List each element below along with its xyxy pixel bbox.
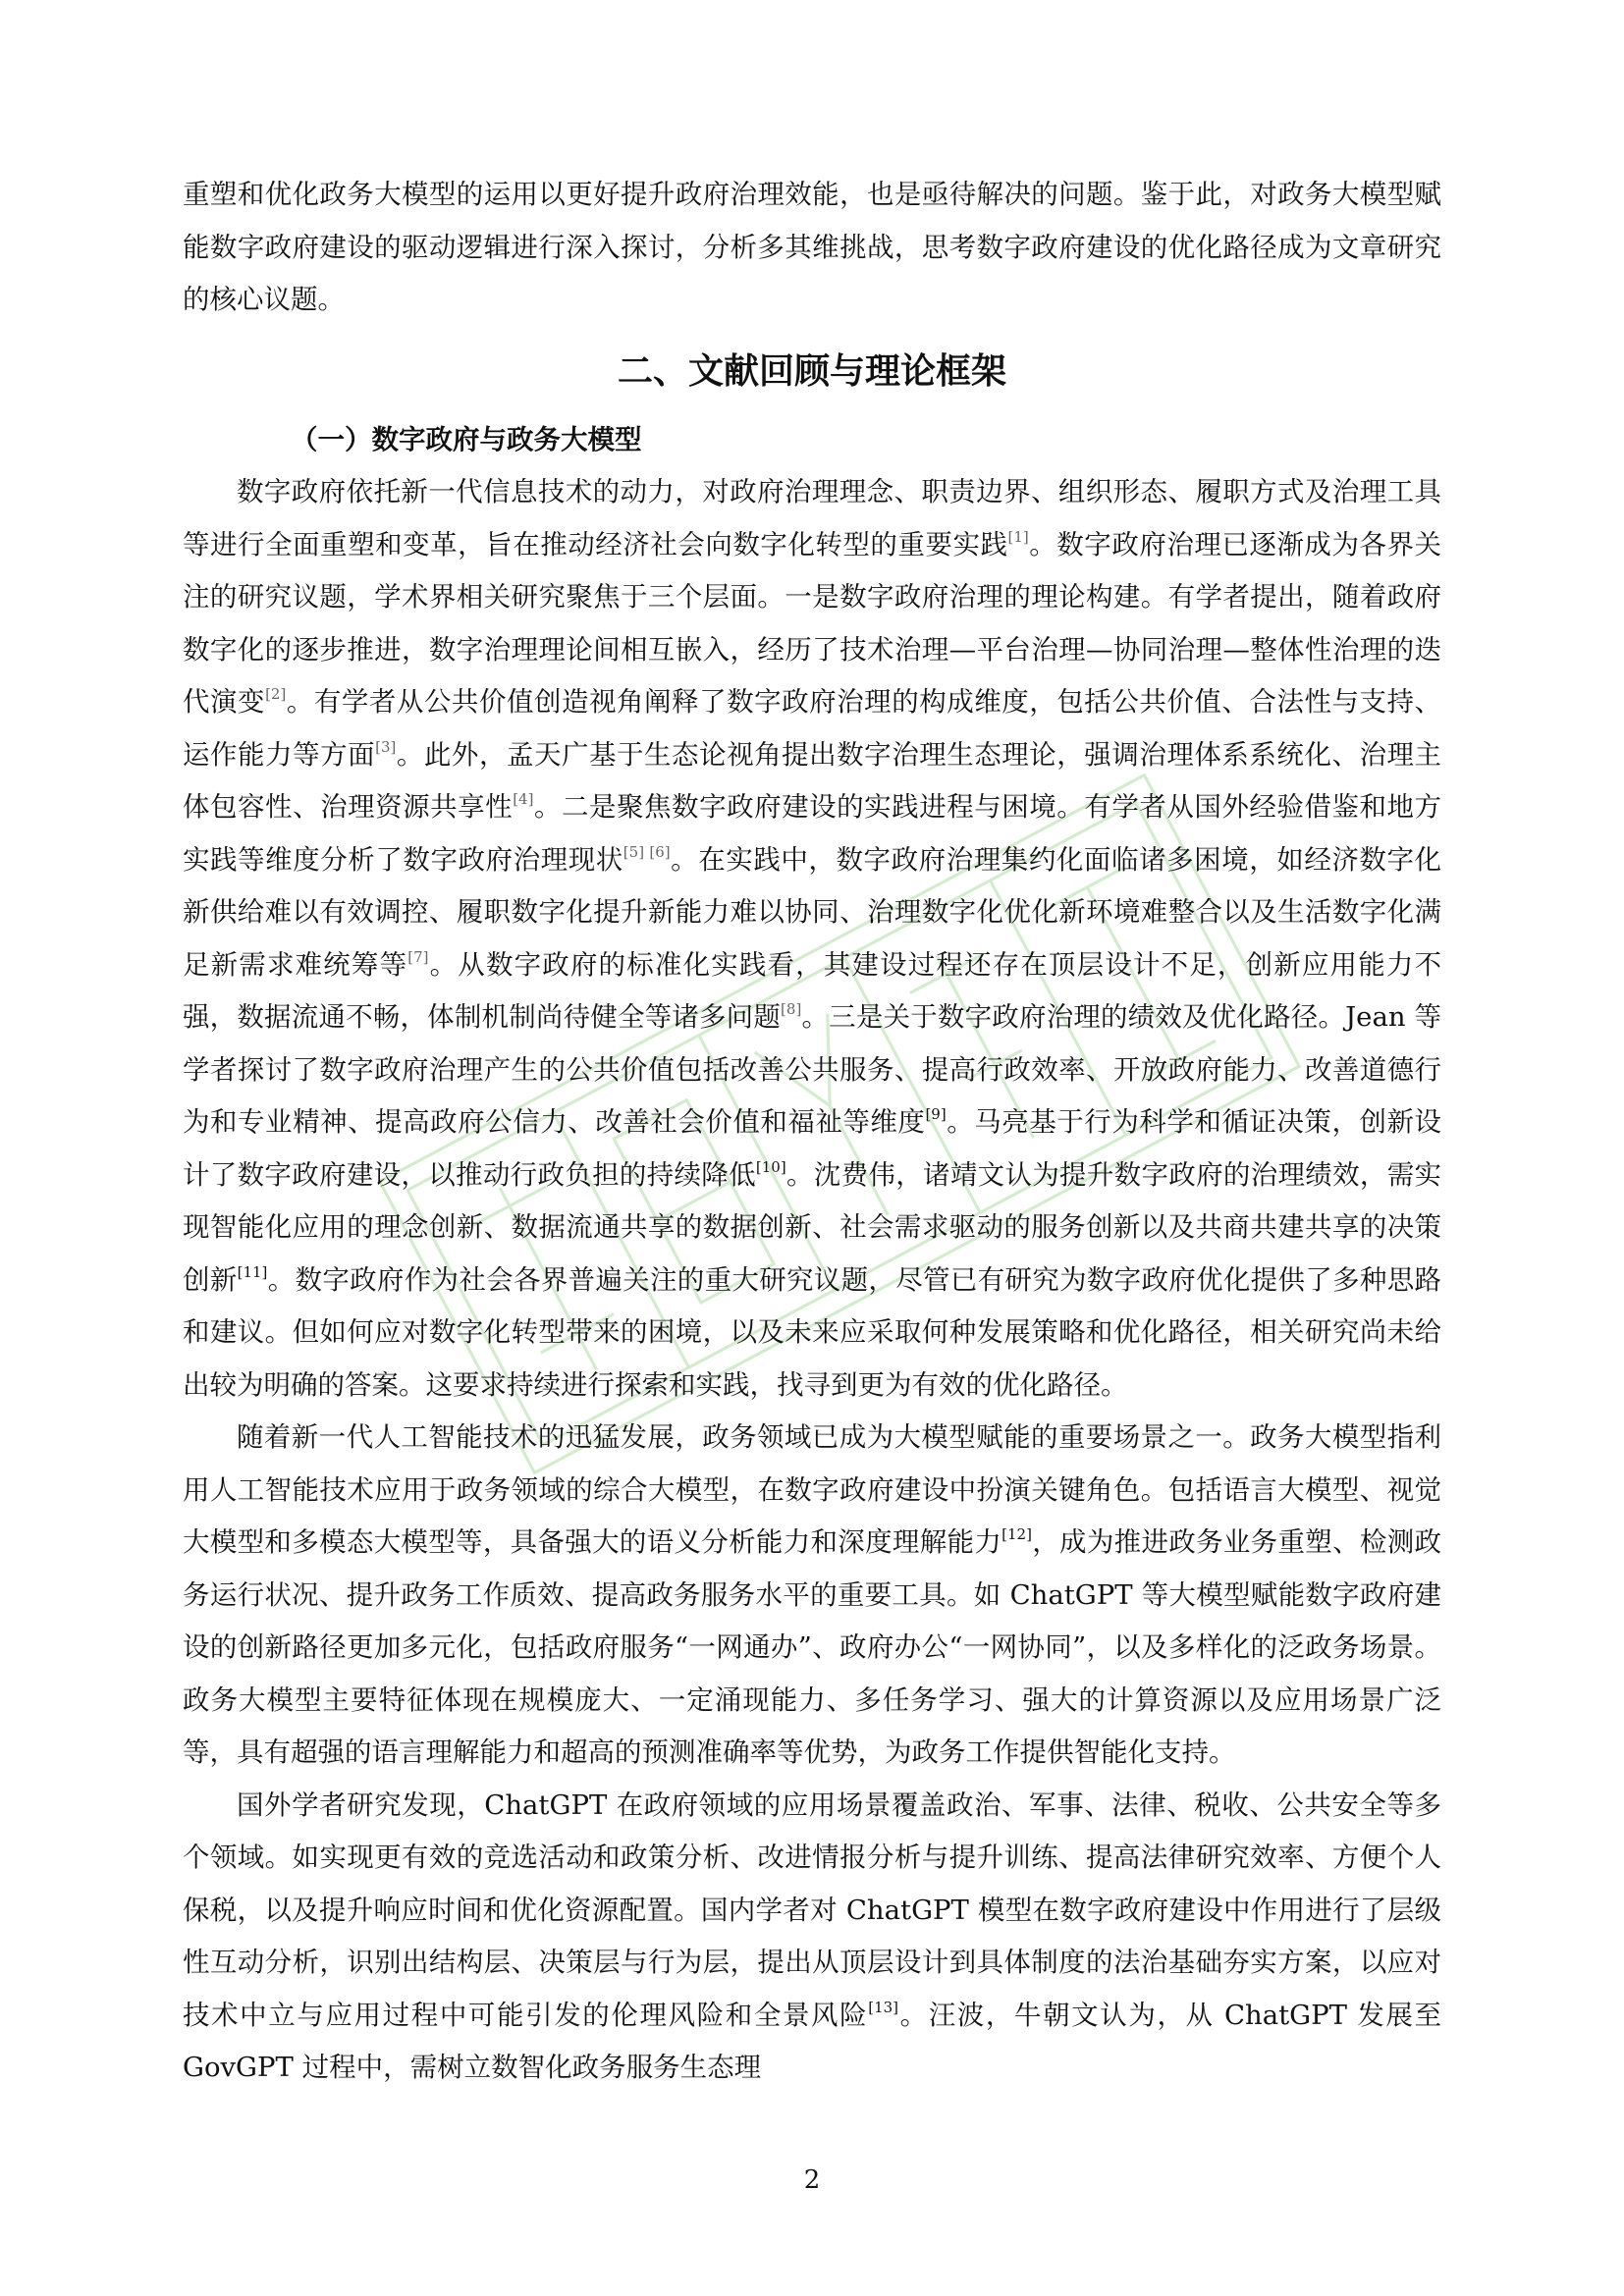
section-heading: 二、文献回顾与理论框架: [617, 350, 1006, 392]
body-paragraph: [183, 1412, 1441, 1780]
text-run: 。马亮基于行为科学和循证决策，创新设计了数字政府建设，以推动行政负担的持续降低: [183, 1106, 1442, 1191]
citation-marker: [2]: [265, 685, 287, 703]
citation-marker: [8]: [781, 1000, 802, 1018]
intro-paragraph: [183, 169, 1441, 327]
text-run: 。二是聚焦数字政府建设的实践进程与困境。有学者从国外经验借鉴和地方实践等维度分析了数字政府治理现状: [183, 791, 1442, 876]
text-run: 数字政府依托新一代信息技术的动力，对政府治理理念、职责边界、组织形态、履职方式及治理工具等进行全面重塑和变革，旨在推动经济社会向数字化转型的重要实践: [183, 476, 1441, 561]
text-run: 重塑和优化政务大模型的运用以更好提升政府治理效能，也是亟待解决的问题。鉴于此，对政务大模型赋能数字政府建设的驱动逻辑进行深入探讨，分析多其维挑战，思考数字政府建设的优化路径成为文章研究的核心议题。: [183, 179, 1441, 315]
citation-marker: [10]: [755, 1157, 786, 1176]
citation-marker: [13]: [868, 1998, 899, 2016]
text-run: 。汪波，牛朝文认为，从 ChatGPT 发展至 GovGPT 过程中，需树立数智化政务服务生态理: [183, 1999, 1442, 2083]
citation-marker: [12]: [1001, 1525, 1032, 1543]
text-run: 。有学者从公共价值创造视角阐释了数字政府治理的构成维度，包括公共价值、合法性与支持、运作能力等方面: [183, 686, 1442, 771]
text-run: 国外学者研究发现，ChatGPT 在政府领域的应用场景覆盖政治、军事、法律、税收、公共安全等多个领域。如实现更有效的竞选活动和政策分析、改进情报分析与提升训练、提高法律研究效率、方便个人保税，以及提升响应时间和优化资源配置。国内学者对 ChatGPT 模型在数字政府建设中作用进行了层级性互动分析，识别出结构层、决策层与行为层，提出从顶层设计到具体制度的法治基础夯实方案，以应对技术中立与应用过程中可能引发的伦理风险和全景风险: [183, 1789, 1441, 2031]
text-run: 。从数字政府的标准化实践看，其建设过程还存在顶层设计不足，创新应用能力不强，数据流通不畅，体制机制尚待健全等诸多问题: [183, 948, 1442, 1033]
body-paragraph: [183, 1780, 1441, 2095]
body-paragraph: [183, 466, 1441, 1412]
citation-marker: [1]: [1007, 527, 1029, 546]
text-run: 。此外，孟天广基于生态论视角提出数字治理生态理论，强调治理体系系统化、治理主体包容性、治理资源共享性: [183, 738, 1442, 823]
text-run: ，成为推进政务业务重塑、检测政务运行状况、提升政务工作质效、提高政务服务水平的重要工具。如 ChatGPT 等大模型赋能数字政府建设的创新路径更加多元化，包括政府服务“一网通办”、政府办公“一网协同”，以及多样化的泛政务场景。政务大模型主要特征体现在规模庞大、一定涌现能力、多任务学习、强大的计算资源以及应用场景广泛等，具有超强的语言理解能力和超高的预测准确率等优势，为政务工作提供智能化支持。: [183, 1526, 1442, 1768]
page-number: 2: [803, 2165, 821, 2195]
text-run: 。沈费伟，诸靖文认为提升数字政府的治理绩效，需实现智能化应用的理念创新、数据流通共享的数据创新、社会需求驱动的服务创新以及共商共建共享的决策创新: [183, 1158, 1442, 1296]
citation-marker: [11]: [237, 1262, 268, 1281]
text-run: 。数字政府作为社会各界普遍关注的重大研究议题，尽管已有研究为数字政府优化提供了多种思路和建议。但如何应对数字化转型带来的困境，以及未来应采取何种发展策略和优化路径，相关研究尚未给出较为明确的答案。这要求持续进行探索和实践，找寻到更为有效的优化路径。: [183, 1263, 1441, 1401]
citation-marker: [5] [6]: [623, 842, 671, 861]
subsection-heading: （一）数字政府与政务大模型: [291, 423, 642, 455]
citation-marker: [4]: [513, 790, 534, 808]
text-run: 。数字政府治理已逐渐成为各界关注的研究议题，学术界相关研究聚焦于三个层面。一是数字政府治理的理论构建。有学者提出，随着政府数字化的逐步推进，数字治理理论间相互嵌入，经历了技术治理—平台治理—协同治理—整体性治理的迭代演变: [183, 528, 1441, 718]
text-run: 。在实践中，数字政府治理集约化面临诸多困境，如经济数字化新供给难以有效调控、履职数字化提升新能力难以协同、治理数字化优化新环境难整合以及生活数字化满足新需求难统筹等: [183, 843, 1442, 981]
citation-marker: [9]: [925, 1105, 947, 1123]
citation-marker: [3]: [375, 737, 397, 756]
text-run: 。三是关于数字政府治理的绩效及优化路径。Jean 等学者探讨了数字政府治理产生的公共价值包括改善公共服务、提高行政效率、开放政府能力、改善道德行为和专业精神、提高政府公信力、改善社会价值和福祉等维度: [183, 1001, 1441, 1138]
text-run: 随着新一代人工智能技术的迅猛发展，政务领域已成为大模型赋能的重要场景之一。政务大模型指利用人工智能技术应用于政务领域的综合大模型，在数字政府建设中扮演关键角色。包括语言大模型、视觉大模型和多模态大模型等，具备强大的语义分析能力和深度理解能力: [183, 1421, 1441, 1558]
citation-marker: [7]: [407, 947, 429, 966]
document-body: [183, 169, 1441, 2095]
